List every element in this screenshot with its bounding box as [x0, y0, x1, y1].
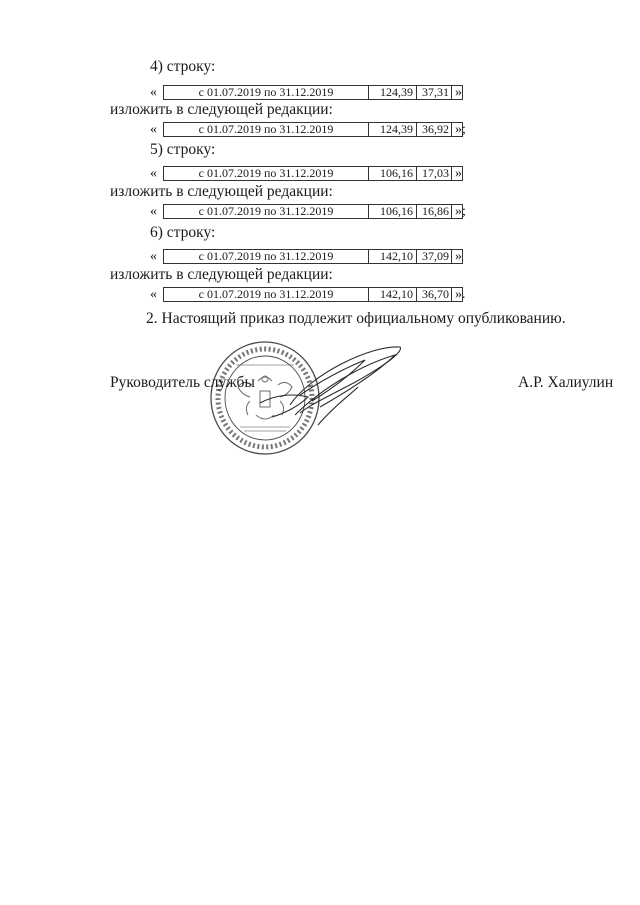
table-row [163, 287, 463, 302]
quote-close: » [455, 249, 462, 264]
seal-outer-ring [211, 342, 319, 454]
period-cell: с 01.07.2019 по 31.12.2019 [164, 205, 369, 218]
quote-open: « [150, 122, 157, 137]
period-cell: с 01.07.2019 по 31.12.2019 [164, 123, 369, 136]
signatory-name: А.Р. Халиулин [518, 374, 614, 391]
quote-open: « [150, 287, 157, 302]
value2-cell: 36,92 [417, 123, 452, 136]
signatory-position: Руководитель службы [110, 374, 255, 391]
quote-close: »; [455, 122, 466, 137]
value2-cell: 37,31 [417, 86, 452, 99]
value1-cell: 142,10 [369, 250, 417, 263]
item-4-edit-label: изложить в следующей редакции: [110, 101, 333, 118]
value1-cell: 124,39 [369, 123, 417, 136]
clause-2: 2. Настоящий приказ подлежит официальному опубликованию. [146, 310, 566, 327]
table-row [163, 204, 463, 219]
value1-cell: 106,16 [369, 205, 417, 218]
item-5-heading: 5) строку: [150, 141, 216, 158]
table-row [163, 122, 463, 137]
table-row [163, 166, 463, 181]
period-cell: с 01.07.2019 по 31.12.2019 [164, 86, 369, 99]
table-row [163, 85, 463, 100]
quote-close: »; [455, 204, 466, 219]
value2-cell: 16,86 [417, 205, 452, 218]
table-row [163, 249, 463, 264]
seal-ring-lettering [218, 349, 312, 447]
quote-open: « [150, 249, 157, 264]
item-5-original-row [0, 165, 640, 183]
period-cell: с 01.07.2019 по 31.12.2019 [164, 288, 369, 301]
value2-cell: 36,70 [417, 288, 452, 301]
quote-open: « [150, 85, 157, 100]
item-6-original-row [0, 248, 640, 266]
quote-close: » [455, 85, 462, 100]
item-6-heading: 6) строку: [150, 224, 216, 241]
quote-open: « [150, 166, 157, 181]
value2-cell: 17,03 [417, 167, 452, 180]
item-6-edited-row [0, 286, 640, 304]
item-5-edited-row [0, 203, 640, 221]
seal-inner-ring [225, 356, 305, 440]
quote-close: » [455, 166, 462, 181]
period-cell: с 01.07.2019 по 31.12.2019 [164, 250, 369, 263]
value1-cell: 106,16 [369, 167, 417, 180]
quote-close: ». [455, 287, 466, 302]
item-4-heading: 4) строку: [150, 58, 216, 75]
value1-cell: 142,10 [369, 288, 417, 301]
item-4-original-row [0, 84, 640, 102]
official-seal-icon [200, 335, 410, 465]
item-6-edit-label: изложить в следующей редакции: [110, 266, 333, 283]
signature-icon [260, 347, 400, 425]
value2-cell: 37,09 [417, 250, 452, 263]
period-cell: с 01.07.2019 по 31.12.2019 [164, 167, 369, 180]
item-4-edited-row [0, 121, 640, 139]
item-5-edit-label: изложить в следующей редакции: [110, 183, 333, 200]
quote-open: « [150, 204, 157, 219]
value1-cell: 124,39 [369, 86, 417, 99]
